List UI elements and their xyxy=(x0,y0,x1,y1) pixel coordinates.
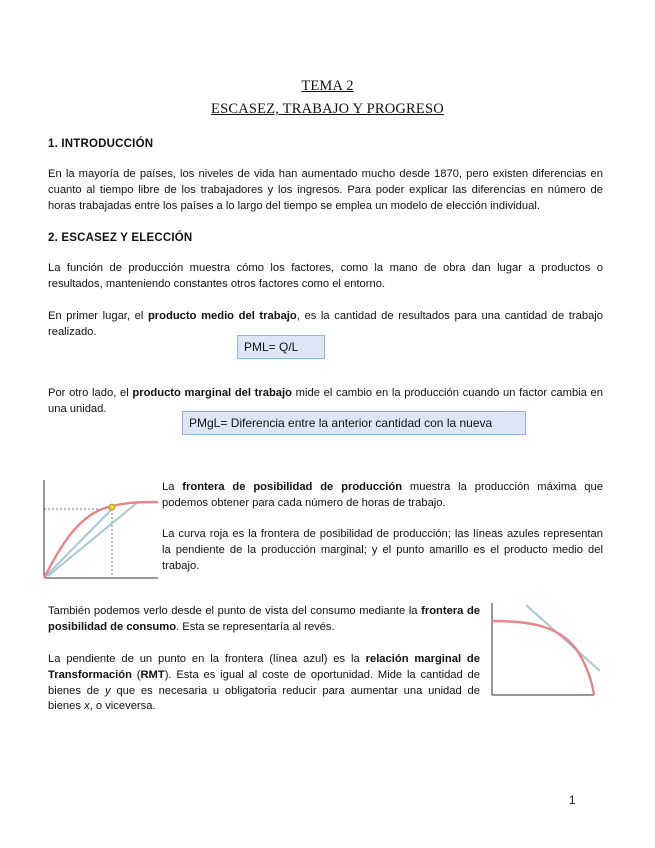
rmt-paragraph: La pendiente de un punto en la frontera (línea azul) es la relación marginal de Transformación (RMT). Esta es igual al coste de oportunidad. Mide la cantidad de bienes de y que es necesaria u obligatoria reducir para aumentar una unidad de bienes x, o viceversa. xyxy=(48,653,480,713)
section-heading-intro: 1. INTRODUCCIÓN xyxy=(48,138,154,150)
curve-legend-paragraph: La curva roja es la frontera de posibilidad de producción; las líneas azules representan la pendiente de la producción marginal; y el punto amarillo es el producto medio del trabajo. xyxy=(162,528,603,572)
production-function-paragraph: La función de producción muestra cómo los factores, como la mano de obra dan lugar a productos o resultados, manteniendo constantes otros factores como el entorno. xyxy=(48,262,603,290)
page-number: 1 xyxy=(569,795,576,807)
average-product-point xyxy=(109,504,115,510)
doc-title-line2: ESCASEZ, TRABAJO Y PROGRESO xyxy=(211,101,444,117)
formula-average-product: PML= Q/L xyxy=(237,335,325,359)
consumption-frontier-graph xyxy=(488,601,604,699)
section-heading-escasez: 2. ESCASEZ Y ELECCIÓN xyxy=(48,232,193,244)
average-product-line xyxy=(44,509,112,578)
intro-paragraph: En la mayoría de países, los niveles de vida han aumentado mucho desde 1870, pero existen diferencias en cuanto al tiempo libre de los trabajadores y los ingresos. Para poder explicar las diferencias en número de horas trabajadas entre los países a lo largo del tiempo se emplea un modelo de elección individual. xyxy=(48,168,603,212)
marginal-product-paragraph: Por otro lado, el producto marginal del trabajo mide el cambio en la producción cuando un factor cambia en una unidad. xyxy=(48,387,603,415)
production-frontier-paragraph: La frontera de posibilidad de producción muestra la producción máxima que podemos obtener para cada número de horas de trabajo. xyxy=(162,481,603,509)
average-product-paragraph: En primer lugar, el producto medio del trabajo, es la cantidad de resultados para una cantidad de trabajo realizado. xyxy=(48,310,603,338)
production-frontier-curve xyxy=(44,502,158,578)
consumption-frontier-curve xyxy=(492,621,594,695)
formula-marginal-product: PMgL= Diferencia entre la anterior cantidad con la nueva xyxy=(182,411,526,435)
doc-title-line1: TEMA 2 xyxy=(301,78,354,94)
consumption-frontier-paragraph: También podemos verlo desde el punto de vista del consumo mediante la frontera de posibilidad de consumo. Esta se representaría al revés. xyxy=(48,605,481,633)
rmt-slope-line xyxy=(526,605,600,671)
production-frontier-graph xyxy=(38,478,160,582)
